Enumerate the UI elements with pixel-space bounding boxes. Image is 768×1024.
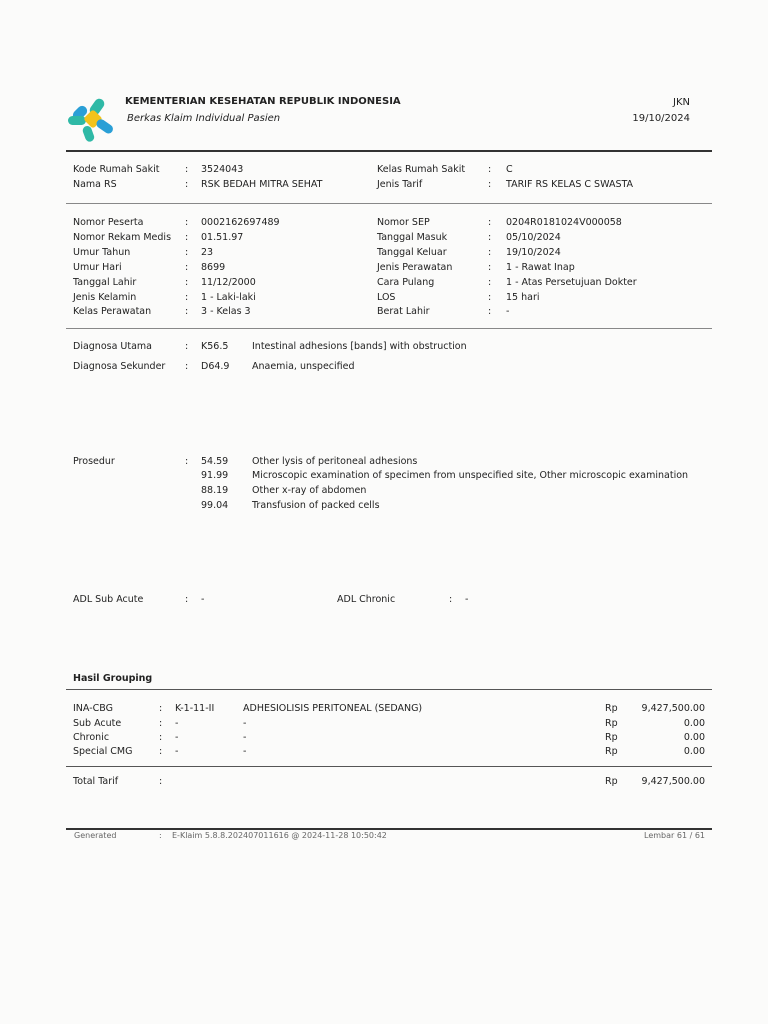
- hospital-name-label: Nama RS: [73, 179, 117, 190]
- grouping-row-currency: Rp: [605, 703, 618, 714]
- patient-field-value: 01.51.97: [201, 232, 244, 243]
- secondary-diagnosis-desc: Anaemia, unspecified: [252, 361, 355, 372]
- colon: :: [488, 247, 492, 258]
- grouping-row-label: Special CMG: [73, 746, 133, 757]
- grouping-row-desc: -: [243, 718, 247, 729]
- patient-field-value: 15 hari: [506, 292, 540, 303]
- program-label: JKN: [673, 97, 690, 108]
- patient-field-value: 1 - Atas Persetujuan Dokter: [506, 277, 637, 288]
- colon: :: [449, 594, 453, 605]
- colon: :: [185, 292, 189, 303]
- patient-field-label: Umur Tahun: [73, 247, 131, 258]
- tariff-type-value: TARIF RS KELAS C SWASTA: [506, 179, 634, 190]
- hospital-class-label: Kelas Rumah Sakit: [377, 164, 466, 175]
- primary-diagnosis-desc: Intestinal adhesions [bands] with obstruction: [252, 341, 467, 352]
- colon: :: [488, 292, 492, 303]
- primary-diagnosis-label: Diagnosa Utama: [73, 341, 153, 352]
- colon: :: [185, 262, 189, 273]
- procedure-desc: Transfusion of packed cells: [252, 500, 380, 511]
- patient-field-value: 11/12/2000: [201, 277, 256, 288]
- procedure-desc: Microscopic examination of specimen from unspecified site, Other microscopic examination: [252, 470, 689, 481]
- colon: :: [159, 746, 163, 757]
- grouping-row-code: K-1-11-II: [175, 703, 215, 714]
- ministry-title: KEMENTERIAN KESEHATAN REPUBLIK INDONESIA: [125, 96, 401, 107]
- colon: :: [185, 179, 189, 190]
- grouping-row-desc: -: [243, 732, 247, 743]
- colon: :: [185, 341, 189, 352]
- colon: :: [185, 594, 189, 605]
- grouping-row-amount: 0.00: [683, 718, 705, 729]
- patient-field-label: Umur Hari: [73, 262, 122, 273]
- grouping-row-currency: Rp: [605, 732, 618, 743]
- procedure-code: 54.59: [201, 456, 229, 467]
- patient-field-value: 3 - Kelas 3: [201, 306, 251, 317]
- colon: :: [488, 306, 492, 317]
- patient-field-label: Jenis Kelamin: [73, 292, 137, 303]
- colon: :: [159, 831, 162, 840]
- colon: :: [185, 217, 189, 228]
- header-divider: [66, 150, 712, 152]
- patient-field-label: Nomor Peserta: [73, 217, 144, 228]
- colon: :: [488, 277, 492, 288]
- grouping-row-code: -: [175, 746, 179, 757]
- generated-label: Generated: [74, 831, 117, 840]
- procedure-code: 88.19: [201, 485, 229, 496]
- patient-field-label: Tanggal Masuk: [377, 232, 448, 243]
- patient-field-value: 19/10/2024: [506, 247, 561, 258]
- grouping-row-amount: 9,427,500.00: [641, 703, 705, 714]
- patient-field-value: -: [506, 306, 510, 317]
- colon: :: [185, 306, 189, 317]
- primary-diagnosis-code: K56.5: [201, 341, 229, 352]
- hospital-code-label: Kode Rumah Sakit: [73, 164, 160, 175]
- patient-field-value: 0204R0181024V000058: [506, 217, 622, 228]
- patient-field-label: Cara Pulang: [377, 277, 435, 288]
- tariff-type-label: Jenis Tarif: [377, 179, 423, 190]
- colon: :: [488, 217, 492, 228]
- patient-field-label: Tanggal Keluar: [377, 247, 447, 258]
- grouping-row-amount: 0.00: [683, 746, 705, 757]
- section-divider: [66, 328, 712, 329]
- adl-chronic-label: ADL Chronic: [337, 594, 396, 605]
- colon: :: [159, 732, 163, 743]
- page-number: Lembar 61 / 61: [644, 831, 705, 840]
- procedure-code: 91.99: [201, 470, 229, 481]
- grouping-row-label: Sub Acute: [73, 718, 122, 729]
- adl-chronic-value: -: [465, 594, 469, 605]
- document-subtitle: Berkas Klaim Individual Pasien: [127, 113, 281, 124]
- patient-field-value: 0002162697489: [201, 217, 280, 228]
- procedure-desc: Other lysis of peritoneal adhesions: [252, 456, 418, 467]
- colon: :: [488, 262, 492, 273]
- grouping-row-desc: ADHESIOLISIS PERITONEAL (SEDANG): [243, 703, 423, 714]
- grouping-row-desc: -: [243, 746, 247, 757]
- patient-field-label: Nomor SEP: [377, 217, 430, 228]
- colon: :: [488, 232, 492, 243]
- colon: :: [185, 277, 189, 288]
- patient-field-value: 1 - Rawat Inap: [506, 262, 575, 273]
- secondary-diagnosis-label: Diagnosa Sekunder: [73, 361, 166, 372]
- grouping-title: Hasil Grouping: [73, 673, 153, 684]
- colon: :: [185, 247, 189, 258]
- procedure-code: 99.04: [201, 500, 229, 511]
- colon: :: [488, 164, 492, 175]
- patient-field-value: 05/10/2024: [506, 232, 561, 243]
- grouping-row-currency: Rp: [605, 718, 618, 729]
- adl-sub-acute-value: -: [201, 594, 205, 605]
- total-tariff-label: Total Tarif: [73, 776, 119, 787]
- adl-sub-acute-label: ADL Sub Acute: [73, 594, 144, 605]
- total-divider: [66, 766, 712, 767]
- patient-field-value: 1 - Laki-laki: [201, 292, 256, 303]
- patient-field-label: Nomor Rekam Medis: [73, 232, 172, 243]
- patient-field-label: Tanggal Lahir: [73, 277, 137, 288]
- colon: :: [185, 361, 189, 372]
- section-divider: [66, 203, 712, 204]
- grouping-divider: [66, 689, 712, 690]
- colon: :: [488, 179, 492, 190]
- grouping-row-label: Chronic: [73, 732, 110, 743]
- hospital-code-value: 3524043: [201, 164, 244, 175]
- grouping-row-amount: 0.00: [683, 732, 705, 743]
- colon: :: [159, 718, 163, 729]
- procedure-desc: Other x-ray of abdomen: [252, 485, 367, 496]
- grouping-row-code: -: [175, 718, 179, 729]
- patient-field-value: 8699: [201, 262, 226, 273]
- patient-field-label: Berat Lahir: [377, 306, 430, 317]
- hospital-class-value: C: [506, 164, 513, 175]
- patient-field-value: 23: [201, 247, 214, 258]
- colon: :: [159, 776, 163, 787]
- generated-value: E-Klaim 5.8.8.202407011616 @ 2024-11-28 10:50:42: [172, 831, 387, 840]
- ministry-logo: [66, 94, 118, 144]
- colon: :: [185, 164, 189, 175]
- total-tariff-currency: Rp: [605, 776, 618, 787]
- grouping-row-currency: Rp: [605, 746, 618, 757]
- colon: :: [185, 456, 189, 467]
- patient-field-label: LOS: [377, 292, 396, 303]
- total-tariff-amount: 9,427,500.00: [641, 776, 705, 787]
- grouping-row-label: INA-CBG: [73, 703, 113, 714]
- secondary-diagnosis-code: D64.9: [201, 361, 230, 372]
- colon: :: [185, 232, 189, 243]
- patient-field-label: Jenis Perawatan: [377, 262, 453, 273]
- grouping-row-code: -: [175, 732, 179, 743]
- colon: :: [159, 703, 163, 714]
- hospital-name-value: RSK BEDAH MITRA SEHAT: [201, 179, 323, 190]
- procedure-label: Prosedur: [73, 456, 115, 467]
- footer-divider: [66, 828, 712, 830]
- patient-field-label: Kelas Perawatan: [73, 306, 152, 317]
- document-date: 19/10/2024: [632, 113, 690, 124]
